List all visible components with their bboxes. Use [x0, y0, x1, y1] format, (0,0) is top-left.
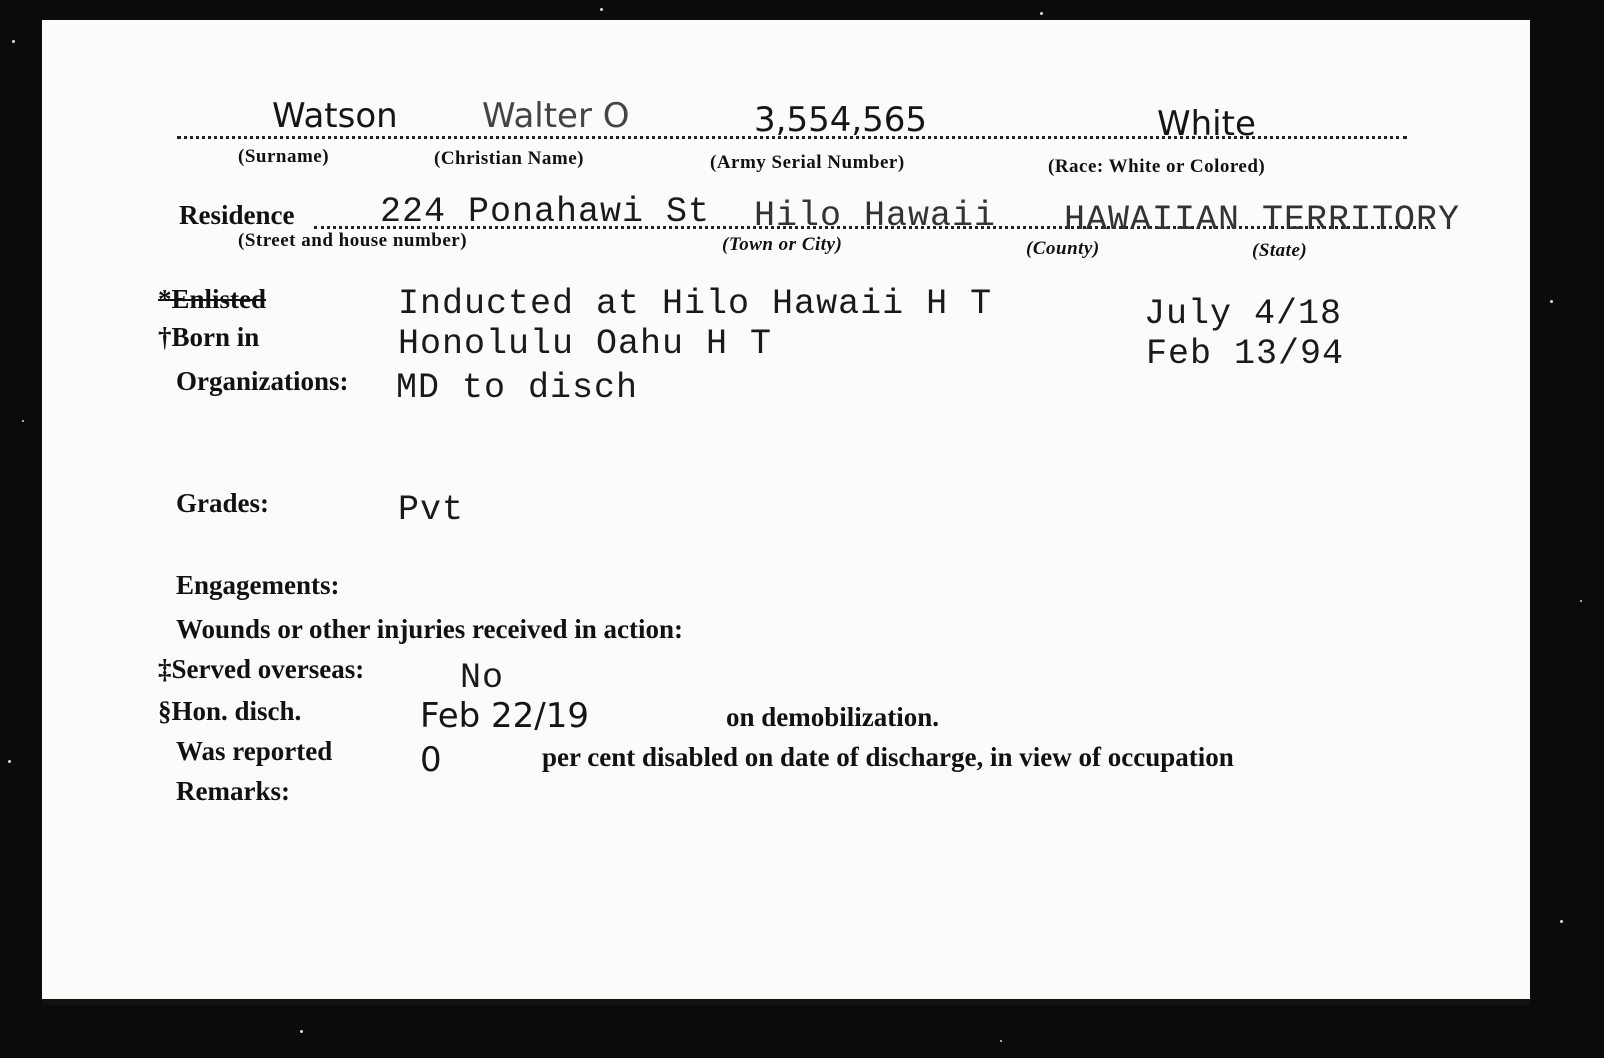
state-caption: (State)	[1252, 240, 1308, 261]
residence-label: Residence	[179, 200, 295, 230]
inducted-date: July 4/18	[1144, 294, 1343, 334]
christian-name-caption: (Christian Name)	[434, 148, 584, 169]
born-label: †Born in	[158, 322, 260, 352]
race-caption: (Race: White or Colored)	[1048, 156, 1266, 177]
race-value: White	[1157, 104, 1256, 144]
disability-suffix: per cent disabled on date of discharge, in view of occupation	[542, 742, 1234, 772]
served-overseas-value: No	[460, 658, 505, 698]
disability-percent-value: 0	[420, 740, 442, 780]
serial-number-value: 3,554,565	[754, 100, 928, 140]
remarks-label: Remarks:	[176, 776, 290, 806]
christian-name-value: Walter O	[482, 96, 630, 136]
residence-street-value: 224 Ponahawi St	[380, 192, 711, 232]
town-caption: (Town or City)	[722, 234, 843, 255]
served-overseas-label: ‡Served overseas:	[158, 654, 365, 684]
honorable-discharge-label: §Hon. disch.	[158, 696, 302, 726]
organizations-value: MD to disch	[396, 368, 639, 408]
street-caption: (Street and house number)	[238, 230, 468, 251]
surname-caption: (Surname)	[238, 146, 330, 167]
discharge-suffix: on demobilization.	[726, 702, 940, 732]
residence-town-value: Hilo Hawaii	[754, 196, 997, 236]
draft-record-card	[42, 20, 1530, 1005]
top-dotted-line	[177, 136, 1407, 139]
discharge-date: Feb 22/19	[420, 696, 589, 736]
county-caption: (County)	[1026, 238, 1100, 259]
surname-value: Watson	[272, 96, 398, 136]
inducted-value: Inducted at Hilo Hawaii H T	[398, 284, 993, 324]
enlisted-label: *Enlisted	[158, 284, 267, 314]
grades-label: Grades:	[176, 488, 269, 518]
born-value: Honolulu Oahu H T	[398, 324, 773, 364]
born-date: Feb 13/94	[1146, 334, 1345, 374]
residence-state-value: HAWAIIAN TERRITORY	[1064, 200, 1461, 240]
wounds-label: Wounds or other injuries received in action:	[176, 614, 684, 644]
engagements-label: Engagements:	[176, 570, 340, 600]
grades-value: Pvt	[398, 490, 465, 530]
serial-number-caption: (Army Serial Number)	[710, 152, 905, 173]
organizations-label: Organizations:	[176, 366, 349, 396]
was-reported-label: Was reported	[176, 736, 333, 766]
